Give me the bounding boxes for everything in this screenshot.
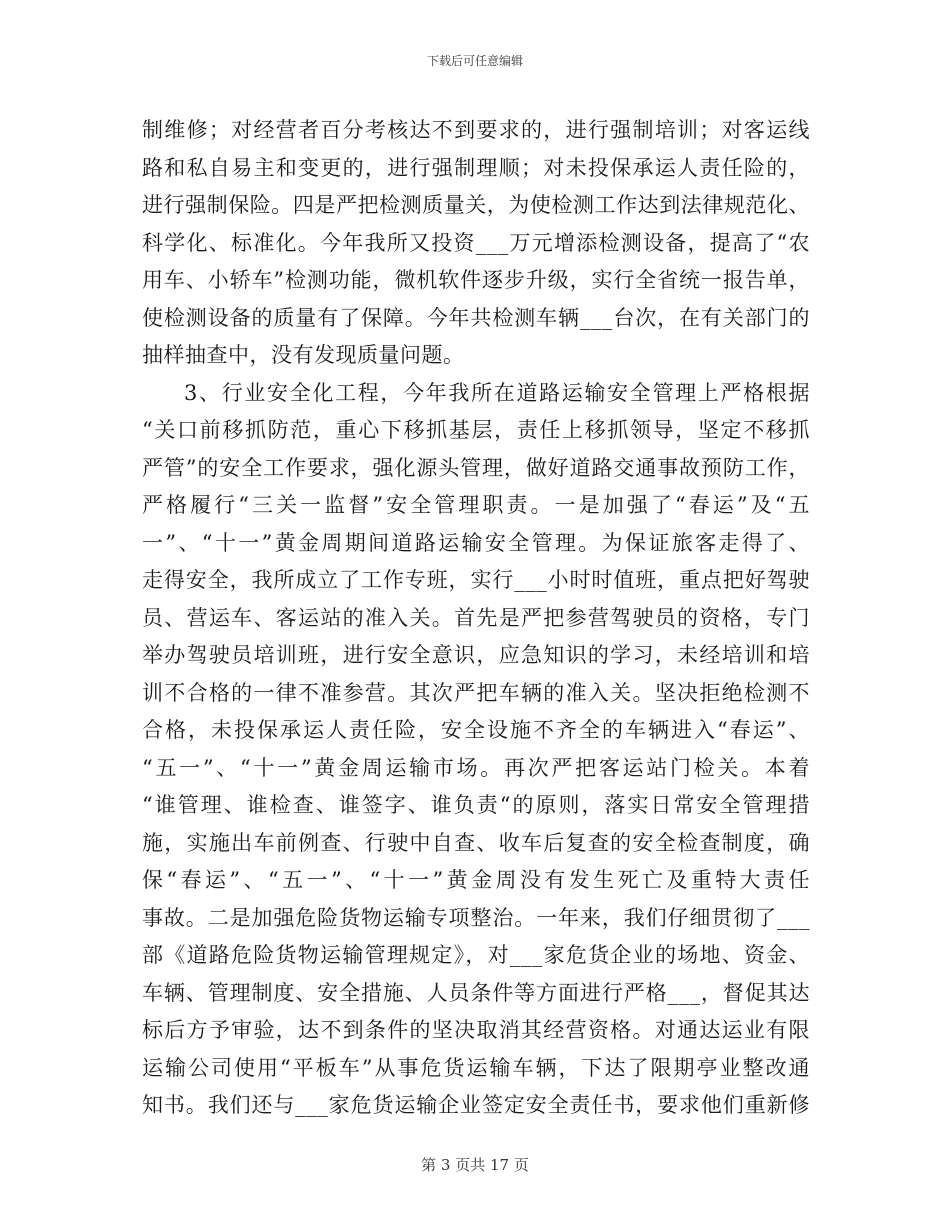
body-line: 严管”的安全工作要求，强化源头管理，做好道路交通事故预防工作，	[142, 455, 810, 480]
body-line: 合格，未投保承运人责任险，安全设施不齐全的车辆进入“春运”、	[142, 718, 810, 742]
body-line: 严格履行“三关一监督”安全管理职责。一是加强了“春运”及“五	[142, 493, 810, 517]
body-line: 举办驾驶员培训班，进行安全意识，应急知识的学习，未经培训和培	[142, 643, 810, 667]
body-line: 制维修；对经营者百分考核达不到要求的，进行强制培训；对客运线	[142, 118, 810, 142]
body-line: 科学化、标准化。今年我所又投资___万元增添检测设备，提高了“农	[142, 230, 810, 255]
body-line: “五一”、“十一”黄金周运输市场。再次严把客运站门检关。本着	[142, 755, 810, 780]
body-line: 用车、小轿车”检测功能，微机软件逐步升级，实行全省统一报告单，	[142, 268, 810, 292]
body-line: 部《道路危险货物运输管理规定》，对___家危货企业的场地、资金、	[142, 943, 810, 967]
body-line: 3、行业安全化工程，今年我所在道路运输安全管理上严格根据	[184, 380, 810, 405]
document-body	[142, 112, 810, 1125]
body-line: 知书。我们还与___家危货运输企业签定安全责任书，要求他们重新修	[142, 1093, 810, 1117]
page-number: 第 3 页共 17 页	[421, 1156, 529, 1174]
body-line: “关口前移抓防范，重心下移抓基层，责任上移抓领导，坚定不移抓	[142, 418, 810, 442]
body-line: 抽样抽查中，没有发现质量问题。	[142, 343, 465, 367]
body-line: 路和私自易主和变更的，进行强制理顺；对未投保承运人责任险的，	[142, 155, 810, 180]
body-line: 保“春运”、“五一”、“十一”黄金周没有发生死亡及重特大责任	[142, 868, 810, 892]
body-line: 进行强制保险。四是严把检测质量关，为使检测工作达到法律规范化、	[142, 193, 810, 217]
body-line: 车辆、管理制度、安全措施、人员条件等方面进行严格___，督促其达	[142, 980, 810, 1005]
body-line: 标后方予审验，达不到条件的坚决取消其经营资格。对通达运业有限	[142, 1018, 810, 1042]
body-line: 使检测设备的质量有了保障。今年共检测车辆___台次，在有关部门的	[142, 305, 810, 330]
body-line: 一”、“十一”黄金周期间道路运输安全管理。为保证旅客走得了、	[142, 530, 810, 555]
body-line: 走得安全，我所成立了工作专班，实行___小时时值班，重点把好驾驶	[142, 568, 810, 592]
page-header: 下载后可任意编辑	[426, 54, 523, 68]
body-line: 运输公司使用“平板车”从事危货运输车辆，下达了限期亭业整改通	[142, 1055, 810, 1080]
body-line: 员、营运车、客运站的准入关。首先是严把参营驾驶员的资格，专门	[142, 605, 810, 630]
body-line: 施，实施出车前例查、行驶中自查、收车后复查的安全检查制度，确	[142, 830, 810, 855]
body-line: 事故。二是加强危险货物运输专项整治。一年来，我们仔细贯彻了___	[142, 905, 810, 930]
body-line: 训不合格的一律不准参营。其次严把车辆的准入关。坚决拒绝检测不	[142, 680, 810, 705]
body-line: “谁管理、谁检查、谁签字、谁负责“的原则，落实日常安全管理措	[142, 793, 810, 817]
